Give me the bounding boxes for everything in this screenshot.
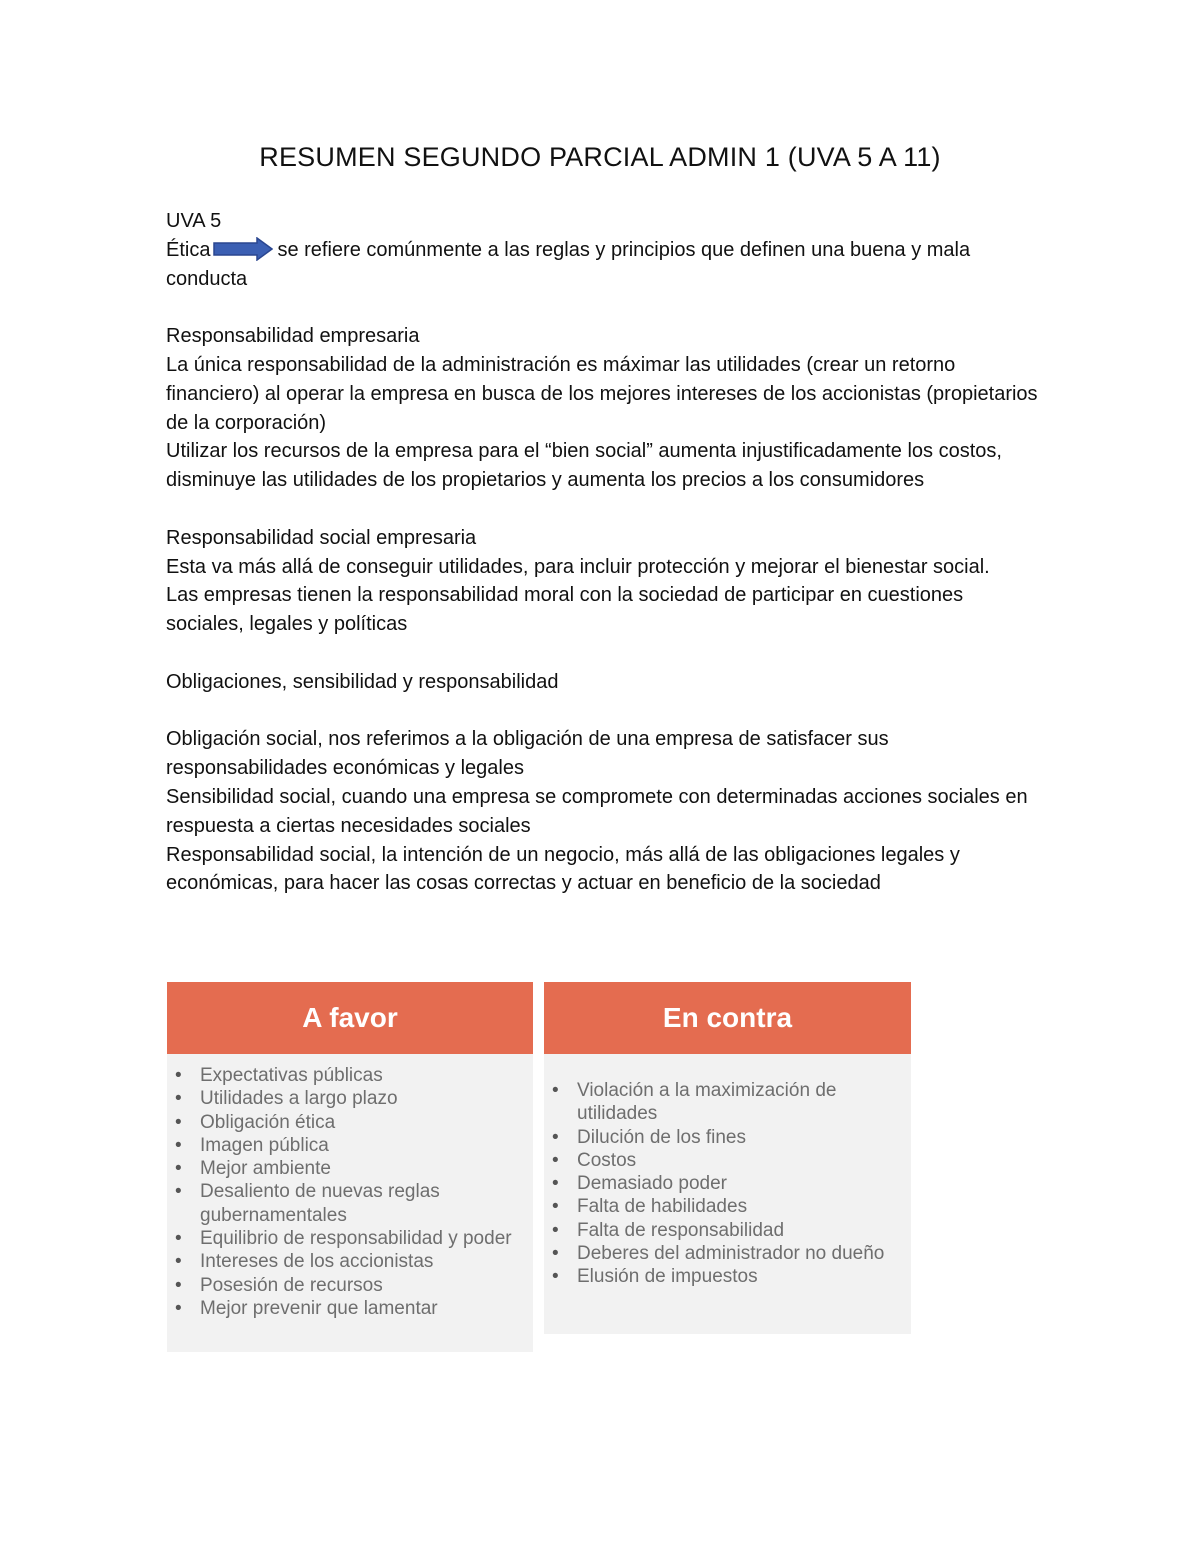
list-item: • Mejor prevenir que lamentar — [167, 1297, 533, 1320]
document-title: RESUMEN SEGUNDO PARCIAL ADMIN 1 (UVA 5 A 11) — [259, 142, 941, 172]
list-item: • Deberes del administrador no dueño — [544, 1242, 911, 1265]
list-item: • Costos — [544, 1149, 911, 1172]
list-item: • Posesión de recursos — [167, 1274, 533, 1297]
contra-header: En contra — [544, 982, 911, 1054]
resp-empresaria-paragraph-2: Utilizar los recursos de la empresa para el “bien social” aumenta injustificadamente los costos, disminuye las utilidades de los propietarios y aumenta los precios a los consumidores — [166, 440, 1002, 492]
contra-table — [544, 982, 911, 1334]
list-item: • Obligación ética — [167, 1111, 533, 1134]
spacer — [166, 697, 1041, 726]
resp-social-paragraph-2: Las empresas tienen la responsabilidad moral con la sociedad de participar en cuestiones sociales, legales y políticas — [166, 584, 964, 636]
list-item: • Falta de habilidades — [544, 1195, 911, 1218]
responsabilidad-social-paragraph: Responsabilidad social, la intención de un negocio, más allá de las obligaciones legales y económicas, para hacer las cosas correctas y actuar en beneficio de la sociedad — [166, 843, 960, 895]
list-item: • Mejor ambiente — [167, 1157, 533, 1180]
obligaciones-heading: Obligaciones, sensibilidad y responsabilidad — [166, 670, 559, 693]
list-item: • Elusión de impuestos — [544, 1265, 911, 1288]
uva-heading: UVA 5 — [166, 210, 222, 232]
spacer — [166, 639, 1041, 668]
etica-paragraph — [166, 236, 1041, 294]
right-arrow-icon — [213, 237, 273, 261]
contra-list — [544, 1054, 911, 1289]
list-item: • Imagen pública — [167, 1134, 533, 1157]
favor-list — [167, 1054, 533, 1320]
favor-table — [167, 982, 533, 1352]
list-item: • Falta de responsabilidad — [544, 1219, 911, 1242]
resp-empresaria-paragraph-1: La única responsabilidad de la administración es máximar las utilidades (crear un retorno financiero) al operar la empresa en busca de los mejores intereses de los accionistas (propietarios de la corporación) — [166, 353, 1038, 434]
etica-definition: se refiere comúnmente a las reglas y principios que definen una buena y mala conducta — [166, 238, 971, 290]
list-item: • Intereses de los accionistas — [167, 1250, 533, 1273]
resp-social-paragraph-1: Esta va más allá de conseguir utilidades, para incluir protección y mejorar el bienestar social. — [166, 555, 990, 578]
favor-header: A favor — [167, 982, 533, 1054]
spacer — [166, 495, 1041, 524]
list-item: • Utilidades a largo plazo — [167, 1087, 533, 1110]
resp-empresaria-heading: Responsabilidad empresaria — [166, 325, 420, 348]
list-item: • Expectativas públicas — [167, 1064, 533, 1087]
sensibilidad-social-paragraph: Sensibilidad social, cuando una empresa se compromete con determinadas acciones sociales en respuesta a ciertas necesidades sociales — [166, 785, 1028, 837]
list-item: • Violación a la maximización de utilidades — [544, 1079, 911, 1126]
list-item: • Dilución de los fines — [544, 1126, 911, 1149]
list-item: • Equilibrio de responsabilidad y poder — [167, 1227, 533, 1250]
etica-term: Ética — [166, 238, 211, 261]
document-body — [166, 207, 1041, 898]
list-item: • Demasiado poder — [544, 1172, 911, 1195]
spacer — [166, 293, 1041, 322]
resp-social-heading: Responsabilidad social empresaria — [166, 526, 477, 549]
obligacion-social-paragraph: Obligación social, nos referimos a la obligación de una empresa de satisfacer sus responsabilidades económicas y legales — [166, 728, 889, 780]
list-item: • Desaliento de nuevas reglas gubernamentales — [167, 1180, 533, 1227]
